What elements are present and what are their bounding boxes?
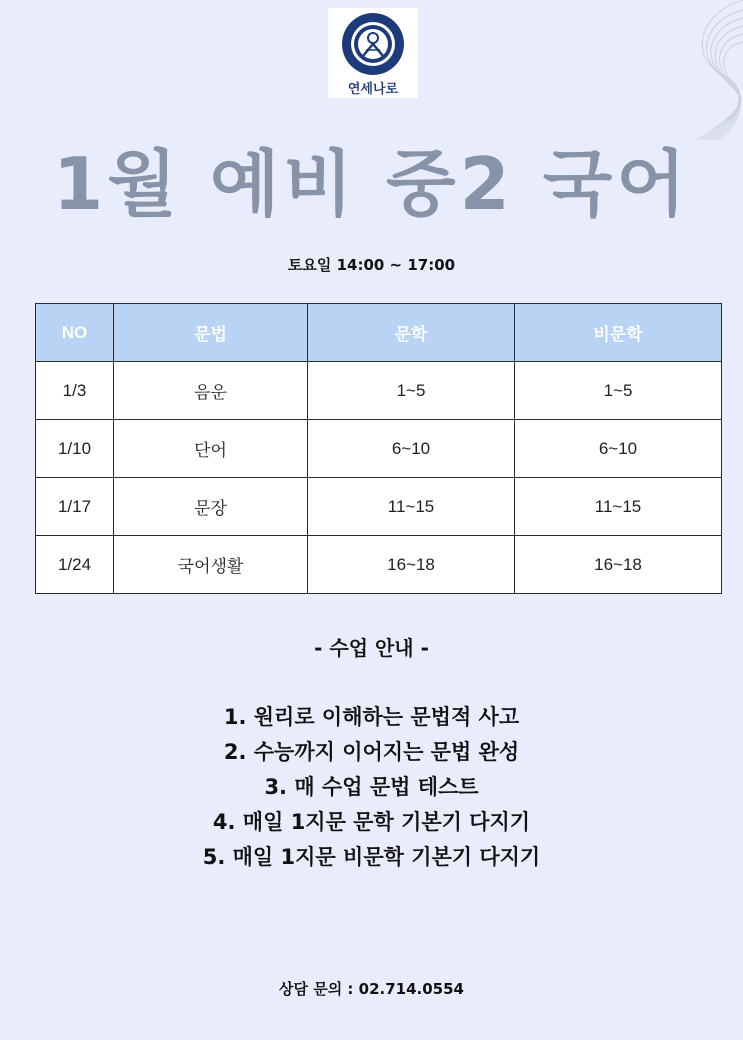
header-literature: 문학 [308,304,515,362]
cell-nonliterature: 16~18 [515,536,722,594]
cell-date: 1/10 [36,420,114,478]
cell-date: 1/3 [36,362,114,420]
table-row [36,362,722,420]
table-row [36,478,722,536]
cell-nonliterature: 1~5 [515,362,722,420]
curriculum-table-container [35,303,721,594]
list-item: 2. 수능까지 이어지는 문법 완성 [223,740,520,764]
header-grammar: 문법 [114,304,308,362]
cell-grammar: 문장 [114,478,308,536]
list-item: 5. 매일 1지문 비문학 기본기 다지기 [202,845,541,869]
header-no: NO [36,304,114,362]
logo [328,8,418,98]
cell-grammar: 음운 [114,362,308,420]
class-schedule: 토요일 14:00 ~ 17:00 [287,256,456,274]
cell-literature: 6~10 [308,420,515,478]
cell-date: 1/17 [36,478,114,536]
cell-grammar: 국어생활 [114,536,308,594]
yonsei-university-seal-icon [341,12,405,76]
list-item: 1. 원리로 이해하는 문법적 사고 [223,705,520,729]
class-guide-list [0,700,743,875]
logo-brand-text: 연세나로 [347,82,399,97]
table-header-row [36,304,722,362]
contact-info: 상담 문의 : 02.714.0554 [279,980,464,998]
cell-literature: 1~5 [308,362,515,420]
cell-nonliterature: 6~10 [515,420,722,478]
table-row [36,536,722,594]
curriculum-table [35,303,722,594]
cell-nonliterature: 11~15 [515,478,722,536]
cell-literature: 11~15 [308,478,515,536]
table-row [36,420,722,478]
cell-date: 1/24 [36,536,114,594]
page-title: 1월 예비 중2 국어 [53,142,690,226]
decorative-wave-lines [633,0,743,140]
list-item: 3. 매 수업 문법 테스트 [264,775,479,799]
class-guide-heading: - 수업 안내 - [314,636,429,660]
list-item: 4. 매일 1지문 문학 기본기 다지기 [212,810,531,834]
cell-grammar: 단어 [114,420,308,478]
header-nonliterature: 비문학 [515,304,722,362]
cell-literature: 16~18 [308,536,515,594]
